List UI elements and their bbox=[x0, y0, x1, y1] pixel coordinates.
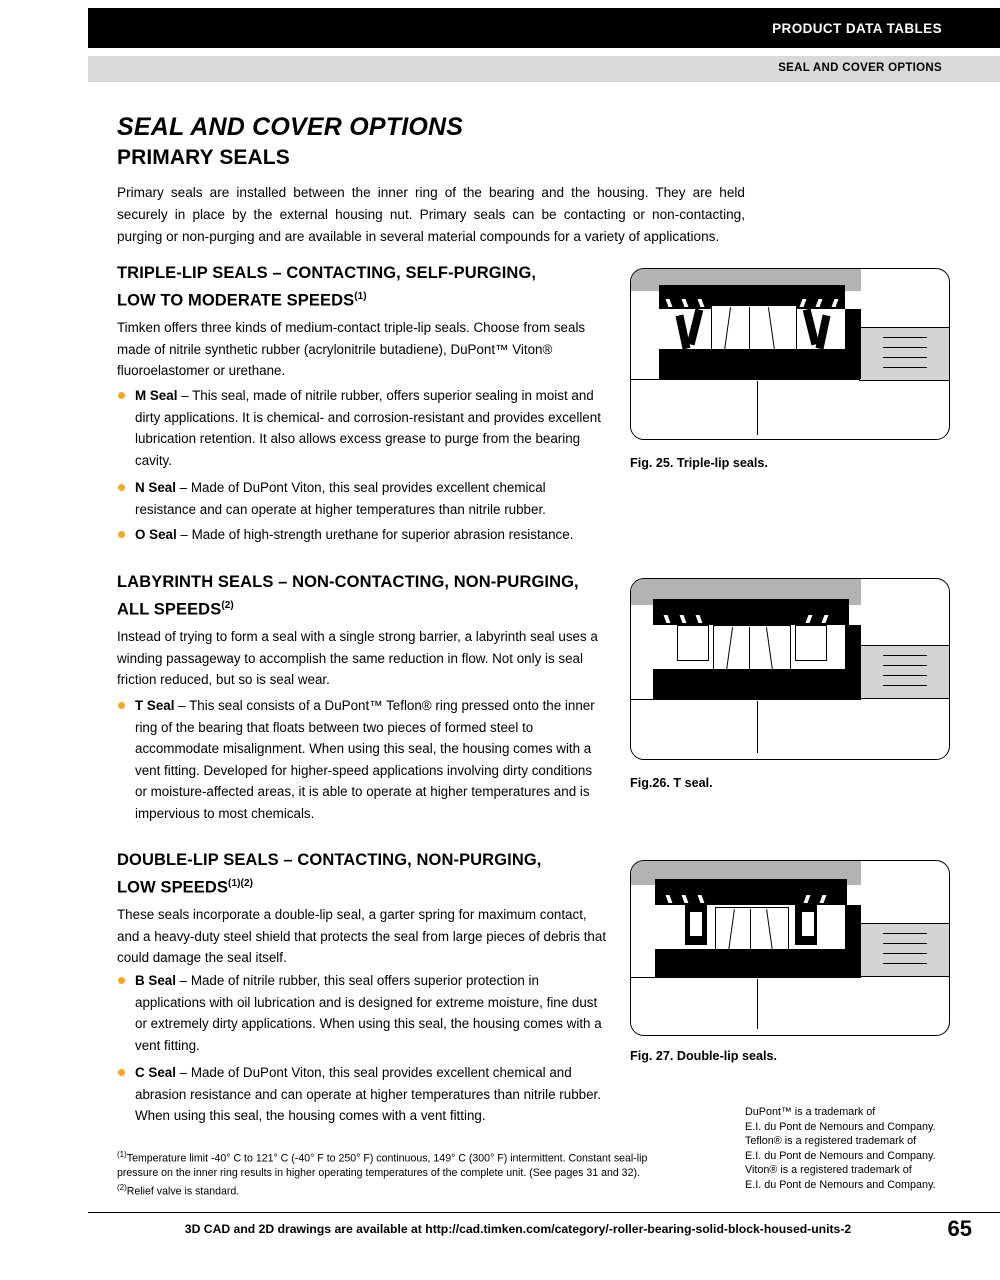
fig1-centerline bbox=[757, 381, 758, 435]
fig3-legend-line bbox=[883, 933, 927, 934]
fig1-shaft bbox=[631, 379, 861, 440]
section-3-heading-line1: DOUBLE-LIP SEALS – CONTACTING, NON-PURGING, bbox=[117, 851, 542, 869]
header-banner bbox=[88, 8, 1000, 48]
fig2-legend-block bbox=[859, 645, 950, 699]
fig2-shaft-line bbox=[631, 699, 861, 700]
fig2-labyrinth-left bbox=[677, 625, 709, 661]
page-title: SEAL AND COVER OPTIONS bbox=[117, 113, 464, 141]
bullet-o-seal-text: – Made of high-strength urethane for superior abrasion resistance. bbox=[176, 527, 574, 542]
section-1-heading-sup: (1) bbox=[354, 291, 367, 302]
bullet-c-seal-text: – Made of DuPont Viton, this seal provides excellent chemical and abrasion resistance and can operate at higher temperatures than nitrile rubber. When using this seal, the housing comes with a vent fitting. bbox=[135, 1065, 601, 1123]
bullet-t-seal-text: – This seal consists of a DuPont™ Teflon® ring pressed onto the inner ring of the bearing that floats between two pieces of formed steel to accommodate misalignment. When using this seal, the housing comes with a vent fitting. Developed for higher-speed applications involving dirty conditions or moisture-affected areas, it is able to operate at higher temperatures and is impervious to most chemicals. bbox=[135, 698, 595, 821]
page-number: 65 bbox=[947, 1216, 972, 1241]
footnote-2 bbox=[117, 1181, 662, 1199]
fig1-shaft-line bbox=[631, 379, 861, 380]
fig3-centerline bbox=[757, 979, 758, 1029]
fig3-legend-line bbox=[883, 953, 927, 954]
fig2-roller-line bbox=[749, 627, 750, 671]
figure-t-seal bbox=[630, 578, 950, 760]
fig3-roller-cage bbox=[715, 907, 789, 955]
bullet-b-seal-text: – Made of nitrile rubber, this seal offers superior protection in applications with oil lubrication and is designed for extreme moisture, fine dust or extremely dirty applications. When using this seal, the housing comes with a vent fitting. bbox=[135, 973, 602, 1053]
trademark-line-3: Teflon® is a registered trademark of bbox=[745, 1135, 917, 1148]
figure-2-caption: Fig.26. T seal. bbox=[630, 776, 713, 790]
fig2-legend-line bbox=[883, 655, 927, 656]
fig2-labyrinth-right bbox=[795, 625, 827, 661]
trademark-line-5: Viton® is a registered trademark of bbox=[745, 1164, 912, 1177]
fig2-legend-line bbox=[883, 665, 927, 666]
fig3-legend-line bbox=[883, 943, 927, 944]
fig1-inner-ring bbox=[659, 349, 845, 379]
fig1-legend-line bbox=[883, 337, 927, 338]
fig3-inner-ring bbox=[655, 949, 847, 977]
bullet-t-seal-label: T Seal bbox=[135, 698, 175, 713]
fig3-shaft bbox=[631, 977, 861, 1035]
bullet-n-seal-text: – Made of DuPont Viton, this seal provides excellent chemical resistance and can operate at higher temperatures than nitrile rubber. bbox=[135, 480, 546, 517]
trademark-line-6: E.I. du Pont de Nemours and Company. bbox=[745, 1178, 936, 1191]
fig2-roller-cage bbox=[713, 625, 791, 675]
bullet-n-seal bbox=[117, 477, 607, 520]
header-subbanner bbox=[88, 56, 1000, 82]
trademark-notices bbox=[745, 1105, 985, 1193]
fig3-garter-spring-left bbox=[689, 911, 703, 937]
fig1-seal-lip-right2 bbox=[816, 315, 831, 350]
footnote-1 bbox=[117, 1148, 662, 1181]
header-subbanner-title: SEAL AND COVER OPTIONS bbox=[778, 62, 942, 74]
fig3-right-wall bbox=[845, 905, 861, 977]
footnotes bbox=[117, 1148, 662, 1199]
fig3-garter-spring-right bbox=[801, 911, 815, 937]
section-2-heading-line1: LABYRINTH SEALS – NON-CONTACTING, NON-PURGING, bbox=[117, 573, 579, 591]
section-3-heading-sup: (1)(2) bbox=[228, 878, 254, 889]
footnote-1-marker: (1) bbox=[117, 1150, 127, 1159]
bullet-m-seal bbox=[117, 385, 607, 471]
fig1-legend-line bbox=[883, 347, 927, 348]
trademark-line-2: E.I. du Pont de Nemours and Company. bbox=[745, 1120, 936, 1133]
fig3-shaft-line bbox=[631, 977, 861, 978]
figure-3-caption: Fig. 27. Double-lip seals. bbox=[630, 1049, 777, 1063]
bullet-o-seal bbox=[117, 524, 607, 546]
bullet-o-seal-label: O Seal bbox=[135, 527, 177, 542]
bullet-t-seal bbox=[117, 695, 607, 824]
trademark-line-4: E.I. du Pont de Nemours and Company. bbox=[745, 1149, 936, 1162]
figure-1-caption: Fig. 25. Triple-lip seals. bbox=[630, 456, 768, 470]
intro-paragraph: Primary seals are installed between the inner ring of the bearing and the housing. They are held securely in place by the external housing nut. Primary seals can be contacting or non-contacting, purging or non-purging and are available in several material compounds for a variety of applications. bbox=[117, 185, 745, 244]
section-1-heading-line2: LOW TO MODERATE SPEEDS bbox=[117, 291, 355, 310]
section-3-heading bbox=[117, 848, 637, 900]
figure-triple-lip-seals bbox=[630, 268, 950, 440]
page-subtitle: PRIMARY SEALS bbox=[117, 146, 290, 169]
section-2-heading-line2: ALL SPEEDS bbox=[117, 600, 222, 619]
section-1-heading bbox=[117, 261, 637, 313]
bullet-b-seal-label: B Seal bbox=[135, 973, 176, 988]
fig1-legend-line bbox=[883, 367, 927, 368]
fig1-right-wall bbox=[845, 309, 861, 379]
trademark-line-1: DuPont™ is a trademark of bbox=[745, 1106, 876, 1118]
header-banner-title: PRODUCT DATA TABLES bbox=[772, 21, 942, 36]
bullet-m-seal-label: M Seal bbox=[135, 388, 178, 403]
section-1-body: Timken offers three kinds of medium-contact triple-lip seals. Choose from seals made of nitrile synthetic rubber (acrylonitrile butadiene), DuPont™ Viton® fluoroelastomer or urethane. bbox=[117, 320, 586, 378]
section-2-heading bbox=[117, 570, 637, 622]
fig3-legend-block bbox=[859, 923, 950, 977]
fig2-centerline bbox=[757, 701, 758, 753]
footnote-2-text: Relief valve is standard. bbox=[126, 1185, 240, 1198]
bullet-c-seal-label: C Seal bbox=[135, 1065, 176, 1080]
figure-double-lip-seals bbox=[630, 860, 950, 1036]
fig3-roller-line bbox=[750, 909, 751, 951]
section-2-heading-sup: (2) bbox=[221, 600, 234, 611]
bullet-b-seal bbox=[117, 970, 607, 1056]
fig1-roller-line bbox=[749, 307, 750, 351]
section-1-heading-line1: TRIPLE-LIP SEALS – CONTACTING, SELF-PURGING, bbox=[117, 264, 537, 282]
fig2-right-wall bbox=[845, 625, 861, 699]
footnote-1-text: Temperature limit -40° C to 121° C (-40° F to 250° F) continuous, 149° C (300° F) intermittent. Constant seal-lip pressure on the inner ring results in higher operating temperatures of the complete unit. (See pages 31 and 32). bbox=[117, 1152, 648, 1180]
fig1-legend-line bbox=[883, 357, 927, 358]
fig1-seal-lip-left bbox=[687, 309, 703, 346]
fig2-inner-ring bbox=[653, 669, 849, 699]
fig3-legend-line bbox=[883, 963, 927, 964]
section-3-heading-line2: LOW SPEEDS bbox=[117, 878, 229, 897]
section-3-body: These seals incorporate a double-lip seal, a garter spring for maximum contact, and a heavy-duty steel shield that protects the seal from large pieces of debris that could damage the seal itself. bbox=[117, 907, 607, 965]
fig1-seal-lip-left2 bbox=[676, 315, 691, 350]
section-2-body: Instead of trying to form a seal with a single strong barrier, a labyrinth seal uses a winding passageway to accomplish the same reduction in flow. Not only is seal friction reduced, but so is seal wear. bbox=[117, 629, 598, 687]
bullet-c-seal bbox=[117, 1062, 607, 1127]
footnote-2-marker: (2) bbox=[117, 1182, 127, 1192]
fig2-shaft bbox=[631, 699, 861, 759]
fig2-legend-line bbox=[883, 685, 927, 686]
footer-link[interactable]: 3D CAD and 2D drawings are available at http://cad.timken.com/category/-roller-bearing-solid-block-housed-units-2 bbox=[184, 1222, 852, 1236]
bullet-n-seal-label: N Seal bbox=[135, 480, 176, 495]
bullet-m-seal-text: – This seal, made of nitrile rubber, offers superior sealing in moist and dirty applications. It is chemical- and corrosion-resistant and provides excellent lubrication retention. It also allows excess grease to purge from the bearing cavity. bbox=[135, 388, 601, 468]
footer-divider bbox=[88, 1212, 1000, 1213]
fig2-legend-line bbox=[883, 675, 927, 676]
fig1-legend-block bbox=[859, 327, 950, 381]
